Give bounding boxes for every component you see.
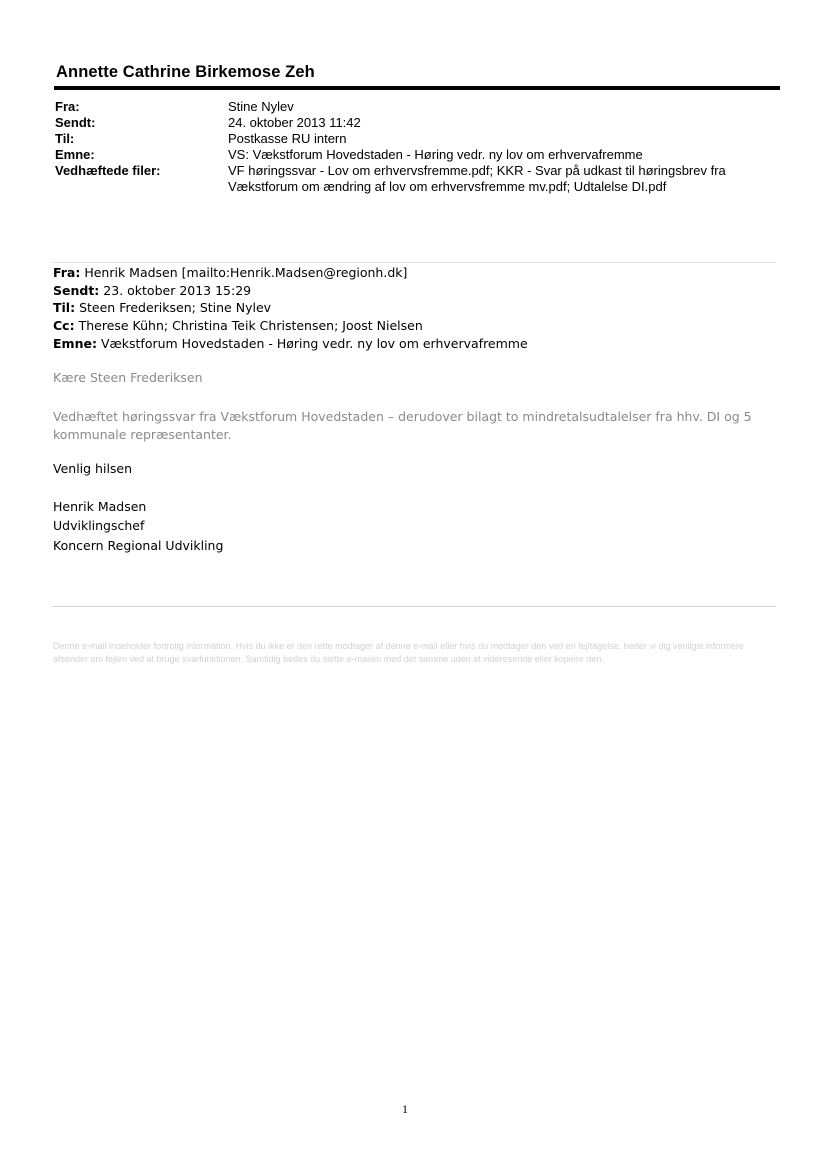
signature-organization: Koncern Regional Udvikling	[53, 538, 224, 553]
greeting: Kære Steen Frederiksen	[53, 370, 203, 385]
subject-value: VS: Vækstforum Hovedstaden - Høring vedr. ny lov om erhvervafremme	[228, 147, 643, 162]
from-label: Fra:	[55, 99, 80, 114]
forwarded-from-value: Henrik Madsen [mailto:Henrik.Madsen@regionh.dk]	[84, 265, 408, 280]
forward-separator	[52, 262, 776, 263]
forwarded-subject	[53, 335, 528, 353]
signature-name: Henrik Madsen	[53, 499, 147, 514]
closing: Venlig hilsen	[53, 461, 133, 476]
forwarded-sent	[53, 282, 251, 300]
attachments-value: VF høringssvar - Lov om erhvervsfremme.pdf; KKR - Svar på udkast til høringsbrev fra Vækstforum om ændring af lov om erhvervsfremme mv.pdf; Udtalelse DI.pdf	[228, 163, 726, 194]
document-owner-name: Annette Cathrine Birkemose Zeh	[56, 63, 315, 81]
forwarded-to	[53, 299, 271, 317]
page-number: 1	[402, 1102, 408, 1116]
forwarded-subject-label: Emne:	[53, 336, 97, 351]
forwarded-sent-label: Sendt:	[53, 283, 100, 298]
forwarded-cc-label: Cc:	[53, 318, 75, 333]
forwarded-from	[53, 264, 407, 282]
sent-value: 24. oktober 2013 11:42	[228, 115, 361, 130]
forwarded-from-label: Fra:	[53, 265, 81, 280]
forwarded-subject-value: Vækstforum Hovedstaden - Høring vedr. ny lov om erhvervafremme	[100, 336, 528, 351]
forwarded-cc-value: Therese Kühn; Christina Teik Christensen; Joost Nielsen	[78, 318, 423, 333]
attachments-label: Vedhæftede filer:	[55, 163, 161, 178]
from-value: Stine Nylev	[228, 99, 294, 114]
signature-title: Udviklingschef	[53, 518, 145, 533]
sent-label: Sendt:	[55, 115, 96, 130]
title-rule	[54, 86, 780, 90]
forwarded-cc	[53, 317, 423, 335]
disclaimer-text: Denne e-mail indeholder fortrolig information. Hvis du ikke er den rette modtager af denne e-mail eller hvis du modtager den ved en fejltagelse, beder vi dig venligst informere afsender om fejlen ved at bruge svarfunktionen. Samtidig bedes du slette e-mailen med det samme uden at videresende eller kopiere den.	[53, 641, 744, 664]
to-value: Postkasse RU intern	[228, 131, 347, 146]
disclaimer-separator	[52, 606, 776, 607]
body-paragraph: Vedhæftet høringssvar fra Vækstforum Hovedstaden – derudover bilagt to mindretalsudtalelser fra hhv. DI og 5 kommunale repræsentanter.	[53, 409, 752, 442]
forwarded-to-label: Til:	[53, 300, 76, 315]
forwarded-sent-value: 23. oktober 2013 15:29	[103, 283, 252, 298]
to-label: Til:	[55, 131, 75, 146]
forwarded-to-value: Steen Frederiksen; Stine Nylev	[79, 300, 272, 315]
subject-label: Emne:	[55, 147, 95, 162]
